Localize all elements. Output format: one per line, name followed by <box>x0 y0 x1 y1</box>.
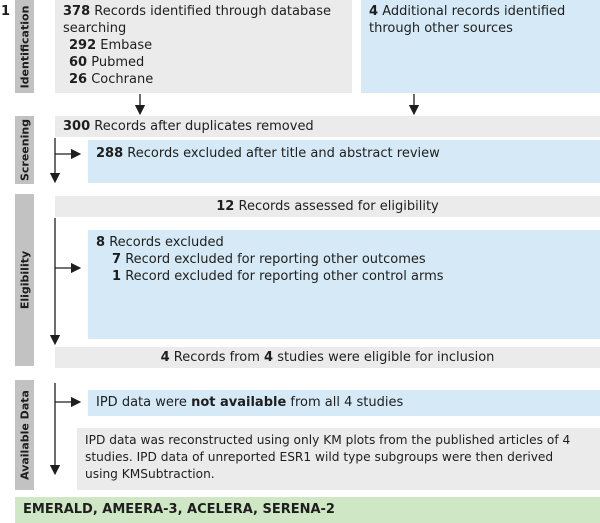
ipd-not-available-text-a: IPD data were <box>96 395 187 410</box>
after-duplicates-text: Records after duplicates removed <box>94 119 314 134</box>
eligible-text-b: studies were eligible for inclusion <box>277 350 495 365</box>
assessed-box <box>55 196 600 217</box>
ipd-reconstructed-line2: studies. IPD data of unreported ESR1 wild type subgroups were then derived <box>85 450 554 464</box>
source-embase: 292 Embase <box>69 38 153 53</box>
ipd-not-available-box <box>88 390 600 416</box>
panel-label: 1 <box>1 4 11 19</box>
stage-screening-label: Screening <box>18 118 31 182</box>
after-duplicates-box <box>55 116 600 137</box>
ipd-reconstructed-line3: using KMSubtraction. <box>85 467 215 481</box>
title-abstract-excluded-count: 288 <box>96 146 124 161</box>
eligibility-excluded-count: 8 <box>96 235 106 250</box>
eligibility-excluded-text: Records excluded <box>109 235 224 250</box>
ipd-reconstructed-line1: IPD data was reconstructed using only KM plots from the published articles of 4 <box>85 433 571 447</box>
other-records-count: 4 <box>369 4 379 19</box>
exclusion-reason-control-arms: 1 Record excluded for reporting other control arms <box>112 269 444 284</box>
title-abstract-excluded-text: Records excluded after title and abstract review <box>127 146 440 161</box>
included-studies-box <box>15 497 600 523</box>
assessed-text: Records assessed for eligibility <box>238 199 439 214</box>
ipd-not-available-highlight: not available <box>191 395 287 410</box>
other-records-text-b: through other sources <box>369 21 513 36</box>
stage-available-data-label: Available Data <box>18 390 31 480</box>
after-duplicates-count: 300 <box>63 119 91 134</box>
ipd-not-available-text-b: from all 4 studies <box>290 395 404 410</box>
title-abstract-excluded-box <box>88 140 600 183</box>
database-records-text-b: searching <box>63 21 127 36</box>
included-studies-text: EMERALD, AMEERA-3, ACELERA, SERENA-2 <box>23 502 335 517</box>
eligible-count-studies: 4 <box>264 350 274 365</box>
source-pubmed: 60 Pubmed <box>69 55 145 70</box>
database-records-text-a: Records identified through database <box>94 4 331 19</box>
assessed-count: 12 <box>216 199 235 214</box>
stage-identification-label: Identification <box>18 5 31 88</box>
database-records-box <box>55 0 352 93</box>
stage-eligibility-label: Eligibility <box>18 250 31 310</box>
source-cochrane: 26 Cochrane <box>69 72 154 87</box>
ipd-reconstructed-box <box>77 428 600 490</box>
database-records-count: 378 <box>63 4 91 19</box>
other-records-box <box>361 0 600 93</box>
other-records-text-a: Additional records identified <box>382 4 566 19</box>
exclusion-reason-outcomes: 7 Record excluded for reporting other outcomes <box>112 252 426 267</box>
eligibility-excluded-box <box>88 230 600 339</box>
eligible-text-a: Records from <box>173 350 260 365</box>
eligible-box <box>55 347 600 368</box>
eligible-count-records: 4 <box>160 350 170 365</box>
